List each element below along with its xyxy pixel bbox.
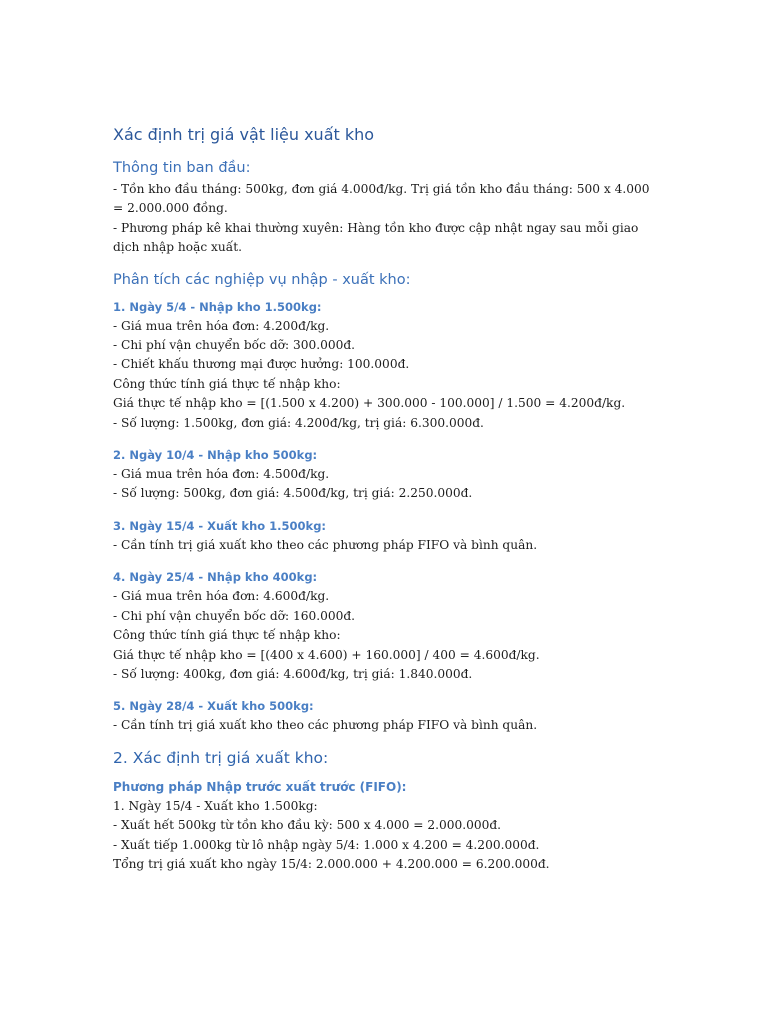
- transaction-1-title: 1. Ngày 5/4 - Nhập kho 1.500kg:: [113, 299, 322, 314]
- transaction-4-line: Giá thực tế nhập kho = [(400 x 4.600) + 160.000] / 400 = 4.600đ/kg.: [113, 647, 540, 662]
- transaction-4-line: - Chi phí vận chuyển bốc dỡ: 160.000đ.: [113, 608, 356, 623]
- transaction-3-line: - Cần tính trị giá xuất kho theo các phương pháp FIFO và bình quân.: [113, 537, 538, 552]
- export-value-heading: 2. Xác định trị giá xuất kho:: [113, 748, 329, 767]
- transaction-1: [113, 298, 658, 433]
- transaction-2-line: - Giá mua trên hóa đơn: 4.500đ/kg.: [113, 467, 330, 482]
- transaction-2-title: 2. Ngày 10/4 - Nhập kho 500kg:: [113, 448, 318, 463]
- analysis-section: [113, 270, 658, 736]
- export-value-section: [113, 748, 658, 875]
- fifo-heading: Phương pháp Nhập trước xuất trước (FIFO):: [113, 779, 407, 794]
- transaction-2: [113, 446, 658, 504]
- transaction-1-line: Giá thực tế nhập kho = [(1.500 x 4.200) + 300.000 - 100.000] / 1.500 = 4.200đ/kg.: [113, 396, 626, 411]
- fifo-line: - Xuất hết 500kg từ tồn kho đầu kỳ: 500 x 4.000 = 2.000.000đ.: [113, 818, 502, 833]
- transaction-5: [113, 697, 658, 735]
- initial-info-paragraph-1: - Tồn kho đầu tháng: 500kg, đơn giá 4.000đ/kg. Trị giá tồn kho đầu tháng: 500 x 4.000 = 2.000.000 đồng.: [113, 182, 650, 216]
- transaction-3: [113, 517, 658, 555]
- transaction-4-line: - Giá mua trên hóa đơn: 4.600đ/kg.: [113, 589, 330, 604]
- document-title: Xác định trị giá vật liệu xuất kho: [113, 125, 375, 144]
- initial-info-heading: Thông tin ban đầu:: [113, 160, 251, 176]
- transaction-2-line: - Số lượng: 500kg, đơn giá: 4.500đ/kg, trị giá: 2.250.000đ.: [113, 486, 473, 501]
- fifo-line: 1. Ngày 15/4 - Xuất kho 1.500kg:: [113, 798, 318, 813]
- transaction-3-title: 3. Ngày 15/4 - Xuất kho 1.500kg:: [113, 518, 327, 533]
- transaction-4: [113, 568, 658, 684]
- transaction-4-title: 4. Ngày 25/4 - Nhập kho 400kg:: [113, 570, 318, 585]
- initial-info-paragraph-2: - Phương pháp kê khai thường xuyên: Hàng tồn kho được cập nhật ngay sau mỗi giao dịch nhập hoặc xuất.: [113, 220, 639, 255]
- transaction-1-line: Công thức tính giá thực tế nhập kho:: [113, 376, 341, 391]
- analysis-heading: Phân tích các nghiệp vụ nhập - xuất kho:: [113, 271, 411, 288]
- transaction-4-line: - Số lượng: 400kg, đơn giá: 4.600đ/kg, trị giá: 1.840.000đ.: [113, 666, 473, 681]
- transaction-5-line: - Cần tính trị giá xuất kho theo các phương pháp FIFO và bình quân.: [113, 718, 538, 733]
- document-content: [113, 124, 658, 886]
- transaction-5-title: 5. Ngày 28/4 - Xuất kho 500kg:: [113, 699, 314, 714]
- transaction-1-line: - Giá mua trên hóa đơn: 4.200đ/kg.: [113, 318, 330, 333]
- transaction-1-line: - Chi phí vận chuyển bốc dỡ: 300.000đ.: [113, 338, 356, 353]
- fifo-line: Tổng trị giá xuất kho ngày 15/4: 2.000.000 + 4.200.000 = 6.200.000đ.: [113, 856, 550, 871]
- fifo-line: - Xuất tiếp 1.000kg từ lô nhập ngày 5/4: 1.000 x 4.200 = 4.200.000đ.: [113, 837, 540, 852]
- transaction-4-line: Công thức tính giá thực tế nhập kho:: [113, 628, 341, 643]
- transaction-1-line: - Chiết khấu thương mại được hưởng: 100.000đ.: [113, 357, 410, 372]
- initial-info-section: [113, 158, 658, 258]
- transaction-1-line: - Số lượng: 1.500kg, đơn giá: 4.200đ/kg, trị giá: 6.300.000đ.: [113, 415, 484, 430]
